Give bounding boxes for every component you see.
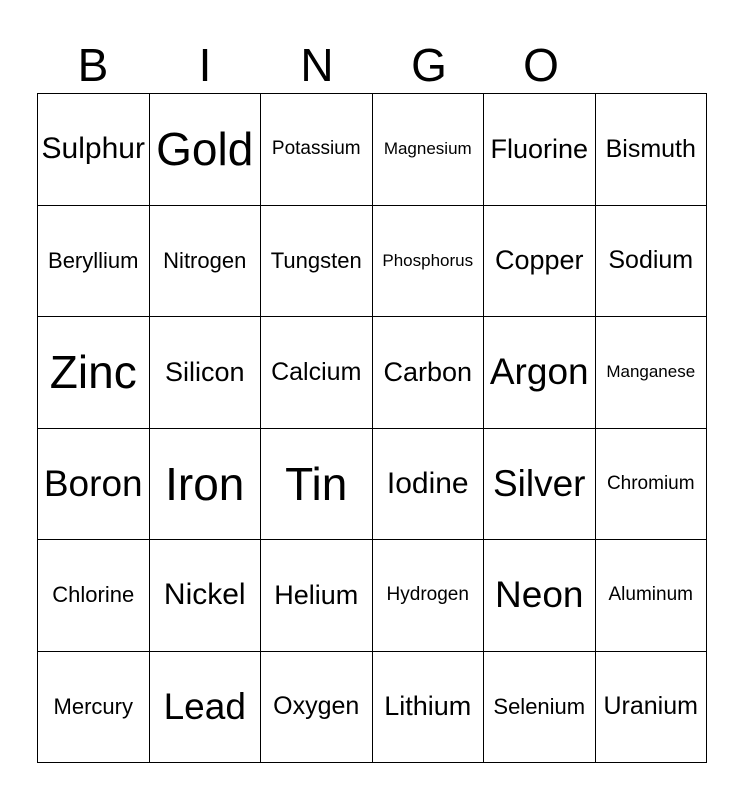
bingo-cell[interactable]: Nickel (150, 540, 262, 652)
bingo-cell[interactable]: Selenium (484, 652, 596, 764)
bingo-cell[interactable]: Iron (150, 429, 262, 541)
bingo-cell[interactable]: Sodium (596, 206, 708, 318)
bingo-cell[interactable]: Magnesium (373, 94, 485, 206)
bingo-cell[interactable]: Helium (261, 540, 373, 652)
bingo-cell[interactable]: Zinc (38, 317, 150, 429)
bingo-cell[interactable]: Chlorine (38, 540, 150, 652)
bingo-cell[interactable]: Nitrogen (150, 206, 262, 318)
header-letter-n: N (300, 39, 334, 91)
bingo-header (37, 36, 597, 94)
bingo-cell[interactable]: Hydrogen (373, 540, 485, 652)
bingo-cell[interactable]: Carbon (373, 317, 485, 429)
bingo-cell[interactable]: Fluorine (484, 94, 596, 206)
bingo-card-grid (37, 93, 707, 763)
bingo-cell[interactable]: Copper (484, 206, 596, 318)
bingo-cell[interactable]: Uranium (596, 652, 708, 764)
bingo-cell[interactable]: Phosphorus (373, 206, 485, 318)
header-letter-o: O (523, 39, 559, 91)
bingo-cell[interactable]: Tungsten (261, 206, 373, 318)
bingo-cell[interactable]: Calcium (261, 317, 373, 429)
bingo-cell[interactable]: Argon (484, 317, 596, 429)
bingo-cell[interactable]: Bismuth (596, 94, 708, 206)
bingo-cell[interactable]: Beryllium (38, 206, 150, 318)
bingo-cell[interactable]: Potassium (261, 94, 373, 206)
bingo-cell[interactable]: Silicon (150, 317, 262, 429)
header-letter-i: I (198, 39, 212, 91)
bingo-cell[interactable]: Neon (484, 540, 596, 652)
bingo-cell[interactable]: Lead (150, 652, 262, 764)
bingo-cell[interactable]: Manganese (596, 317, 708, 429)
bingo-cell[interactable]: Sulphur (38, 94, 150, 206)
header-letter-g: G (411, 39, 447, 91)
bingo-cell[interactable]: Oxygen (261, 652, 373, 764)
bingo-cell[interactable]: Lithium (373, 652, 485, 764)
bingo-cell[interactable]: Chromium (596, 429, 708, 541)
bingo-cell[interactable]: Silver (484, 429, 596, 541)
bingo-cell[interactable]: Gold (150, 94, 262, 206)
bingo-cell[interactable]: Aluminum (596, 540, 708, 652)
bingo-cell[interactable]: Boron (38, 429, 150, 541)
header-letter-b: B (77, 39, 109, 91)
bingo-cell[interactable]: Tin (261, 429, 373, 541)
bingo-cell[interactable]: Iodine (373, 429, 485, 541)
bingo-cell[interactable]: Mercury (38, 652, 150, 764)
